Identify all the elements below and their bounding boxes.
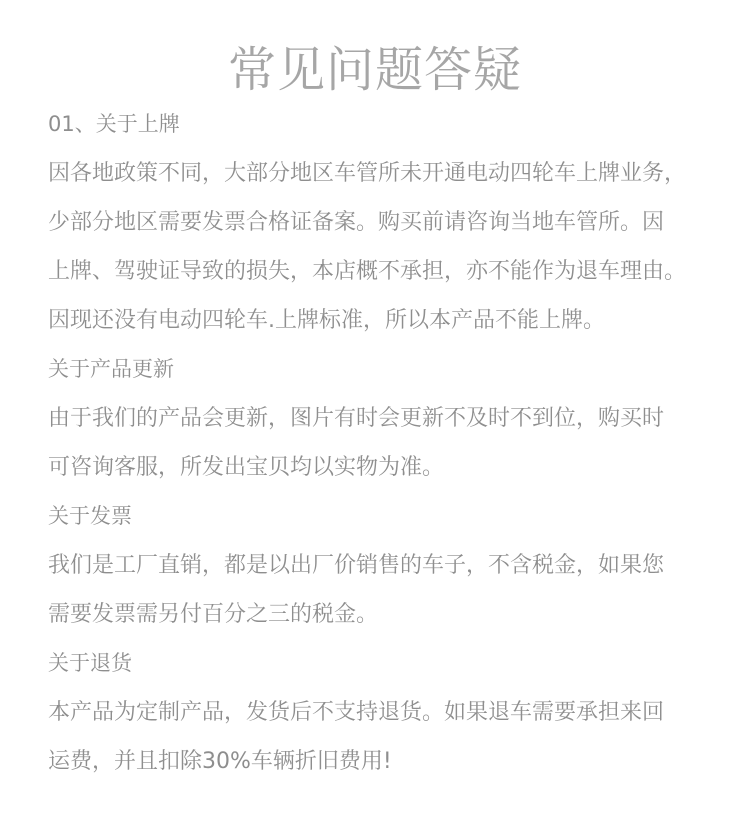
faq-section-returns	[48, 639, 728, 786]
paragraph-line: 可咨询客服，所发出宝贝均以实物为准。	[48, 455, 445, 480]
faq-section-invoice	[48, 492, 728, 639]
section-heading: 01、关于上牌	[48, 112, 180, 136]
faq-content	[48, 100, 728, 786]
paragraph-line: 我们是工厂直销，都是以出厂价销售的车子，不含税金，如果您	[48, 553, 665, 578]
paragraph-line: 上牌、驾驶证导致的损失，本店概不承担，亦不能作为退车理由。	[48, 259, 687, 284]
page-title: 常见问题答疑	[227, 42, 522, 98]
paragraph-line: 因各地政策不同，大部分地区车管所未开通电动四轮车上牌业务，	[48, 161, 687, 186]
faq-section-updates	[48, 345, 728, 492]
paragraph-line: 本产品为定制产品，发货后不支持退货。如果退车需要承担来回	[48, 700, 665, 725]
section-heading: 关于产品更新	[48, 357, 174, 381]
paragraph-line: 需要发票需另付百分之三的税金。	[48, 602, 379, 627]
section-heading: 关于发票	[48, 504, 132, 528]
paragraph-line: 因现还没有电动四轮车.上牌标准，所以本产品不能上牌。	[48, 308, 605, 333]
paragraph-line: 由于我们的产品会更新，图片有时会更新不及时不到位，购买时	[48, 406, 665, 431]
faq-section-plates	[48, 100, 728, 345]
paragraph-line: 运费，并且扣除30%车辆折旧费用!	[48, 749, 392, 774]
paragraph-line: 少部分地区需要发票合格证备案。购买前请咨询当地车管所。因	[48, 210, 665, 235]
section-heading: 关于退货	[48, 651, 132, 675]
